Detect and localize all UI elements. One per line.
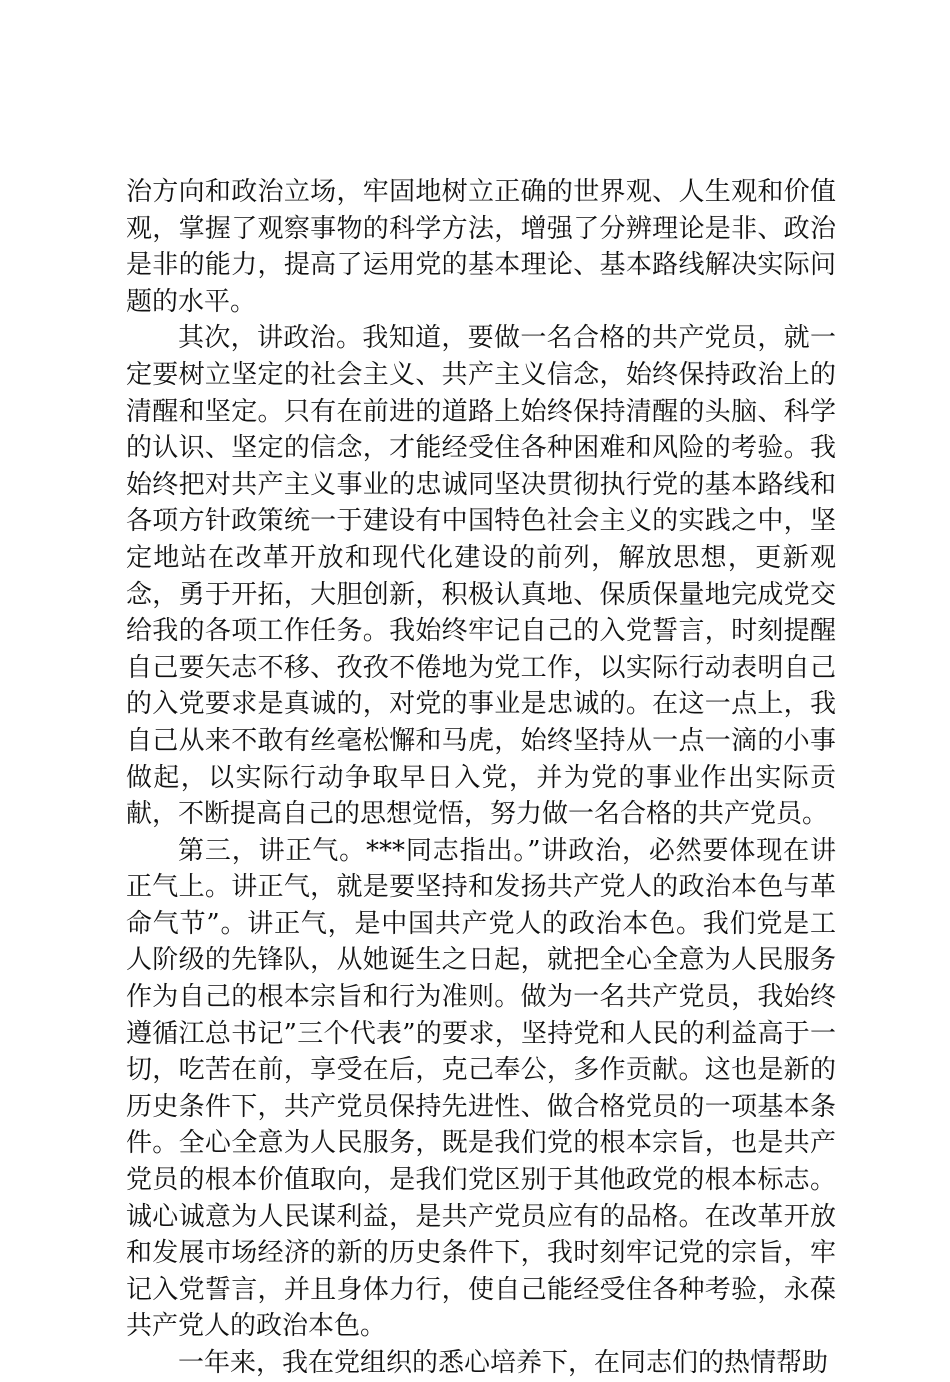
paragraph-integrity: 第三，讲正气。***同志指出。”讲政治，必然要体现在讲正气上。讲正气，就是要坚持和发扬共产党人的政治本色与革命气节”。讲正气，是中国共产党人的政治本色。我们党是工人阶级的先锋队，从她诞生之日起，就把全心全意为人民服务作为自己的根本宗旨和行为准则。做为一名共产党员，我始终遵循江总书记”三个代表”的要求，坚持党和人民的利益高于一切，吃苦在前，享受在后，克己奉公，多作贡献。这也是新的历史条件下，共产党员保持先进性、做合格党员的一项基本条件。全心全意为人民服务，既是我们党的根本宗旨，也是共产党员的根本价值取向，是我们党区别于其他政党的根本标志。诚心诚意为人民谋利益，是共产党员应有的品格。在改革开放和发展市场经济的新的历史条件下，我时刻牢记党的宗旨，牢记入党誓言，并且身体力行，使自己能经受住各种考验，永葆共产党人的政治本色。 [126, 835, 836, 1342]
document-body [126, 174, 836, 1382]
paragraph-year-summary: 一年来，我在党组织的悉心培养下，在同志们的热情帮助 [178, 1348, 829, 1378]
paragraph-continuation: 治方向和政治立场，牢固地树立正确的世界观、人生观和价值观，掌握了观察事物的科学方法，增强了分辨理论是非、政治是非的能力，提高了运用党的基本理论、基本路线解决实际问题的水平。 [126, 177, 836, 317]
paragraph-politics: 其次，讲政治。我知道，要做一名合格的共产党员，就一定要树立坚定的社会主义、共产主义信念，始终保持政治上的清醒和坚定。只有在前进的道路上始终保持清醒的头脑、科学的认识、坚定的信念，才能经受住各种困难和风险的考验。我始终把对共产主义事业的忠诚同坚决贯彻执行党的基本路线和各项方针政策统一于建设有中国特色社会主义的实践之中，坚定地站在改革开放和现代化建设的前列，解放思想，更新观念，勇于开拓，大胆创新，积极认真地、保质保量地完成党交给我的各项工作任务。我始终牢记自己的入党誓言，时刻提醒自己要矢志不移、孜孜不倦地为党工作，以实际行动表明自己的入党要求是真诚的，对党的事业是忠诚的。在这一点上，我自己从来不敢有丝毫松懈和马虎，始终坚持从一点一滴的小事做起，以实际行动争取早日入党，并为党的事业作出实际贡献，不断提高自己的思想觉悟，努力做一名合格的共产党员。 [126, 323, 836, 830]
